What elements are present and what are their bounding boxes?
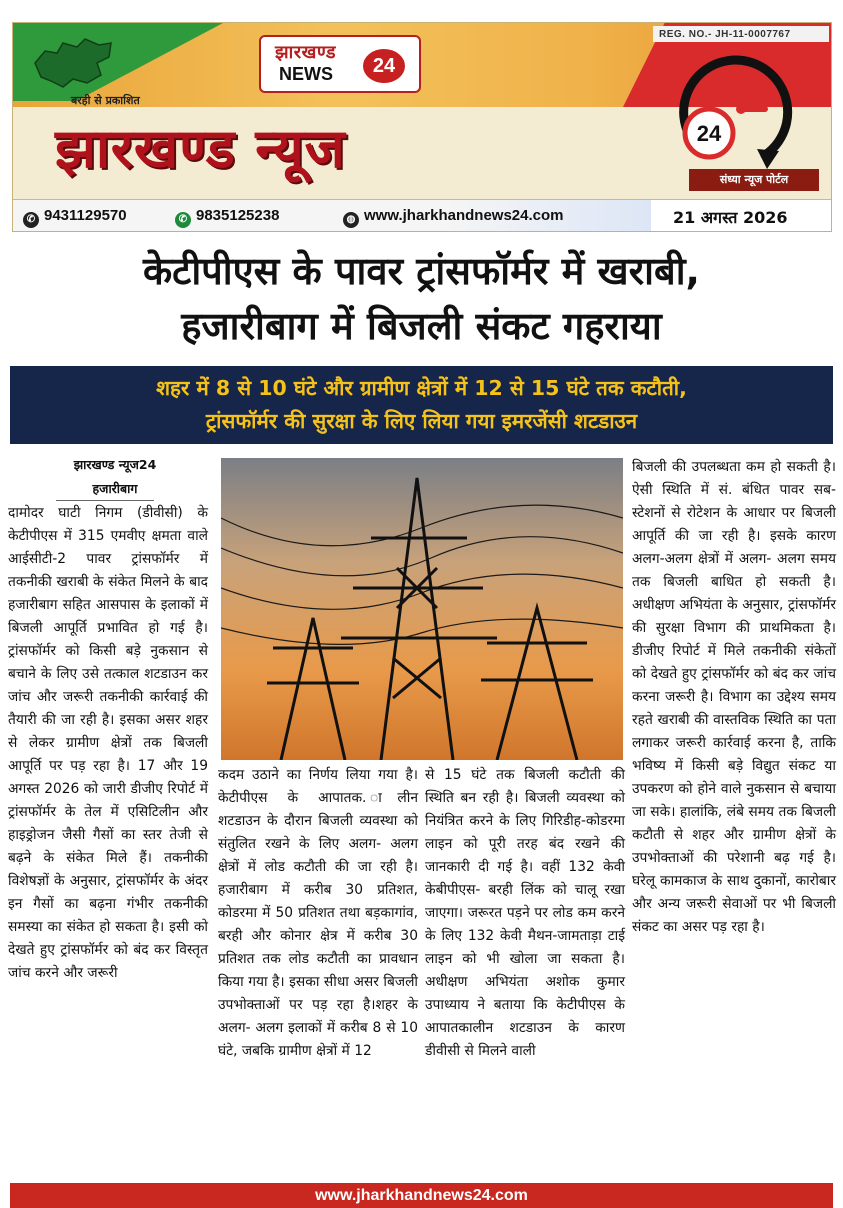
logo-number-badge: 24	[363, 49, 405, 83]
phone-number-2	[175, 207, 279, 228]
byline-source: झारखण्ड न्यूज24	[73, 457, 157, 472]
paper-title: झारखण्ड न्यूज	[55, 117, 346, 180]
article-column-1: दामोदर घाटी निगम (डीवीसी) के केटीपीएस में 315 एमवीए क्षमता वाले आईसीटी-2 पावर ट्रांसफॉर्मर में तकनीकी खराबी के संकेत मिलने के बाद हजारीबाग सहित आसपास के इलाकों में बिजली आपूर्ति प्रभावित हो गई है। ट्रांसफॉर्मर को किसी बड़े नुकसान से बचाने के लिए उसे तत्काल शटडाउन कर जांच और जरूरी तकनीकी कार्रवाई की तैयारी की जा रही है। इसका असर शहर से लेकर ग्रामीण क्षेत्रों तक बिजली आपूर्ति पर पड़ रहा है। 17 और 19 अगस्त 2026 को जारी डीजीए रिपोर्ट में ट्रांसफॉर्मर के तेल में एसिटिलीन और हाइड्रोजन जैसी गैसों का स्तर तेजी से बढ़ने के संकेत मिले हैं। तकनीकी विशेषज्ञों के अनुसार, ट्रांसफॉर्मर के अंदर इन गैसों का बढ़ना गंभीर तकनीकी समस्या का संकेत हो सकता है। इसी को देखते हुए ट्रांसफॉर्मर को बंद कर विस्तृत जांच करने और जरूरी	[8, 505, 208, 981]
masthead	[12, 22, 832, 232]
website-text: www.jharkhandnews24.com	[364, 207, 564, 224]
logo-news-text: NEWS	[279, 64, 333, 84]
portal-label: संध्या न्यूज पोर्टल	[689, 169, 819, 191]
contact-bar	[13, 199, 831, 232]
footer-website[interactable]: www.jharkhandnews24.com	[10, 1183, 833, 1208]
byline-place: हजारीबाग	[92, 481, 138, 496]
issue-date: 21 अगस्त 2026	[673, 208, 788, 227]
subheadline-band	[10, 366, 833, 444]
subheadline	[10, 372, 833, 438]
whatsapp-icon: ✆	[175, 212, 191, 228]
subheadline-line-1: शहर में 8 से 10 घंटे और ग्रामीण क्षेत्रों में 12 से 15 घंटे तक कटौती,	[156, 376, 687, 400]
website-link[interactable]	[343, 207, 564, 228]
logo-hindi-text: झारखण्ड	[275, 42, 337, 63]
article-column-3: से 15 घंटे तक बिजली कटौती की स्थिति बन रही है। बिजली व्यवस्था को नियंत्रित करने के लिए गिरिडीह-कोडरमा लाइन को पूरी तरह बंद रखने की जानकारी दी गई है। वहीं 132 केवी केबीपीएस- बरही लिंक को चालू रखा जाएगा। जरूरत पड़ने पर लोड कम करने के लिए 132 केवी मैथन-जामताड़ा टाई लाइन को भी खोला जा सकता है। अधीक्षण अभियंता अशोक कुमार उपाध्याय ने बताया कि केटीपीएस के आपातकालीन शटडाउन के कारण डीवीसी से मिलने वाली	[425, 767, 625, 1059]
subheadline-line-2: ट्रांसफॉर्मर की सुरक्षा के लिए लिया गया इमरजेंसी शटडाउन	[205, 409, 638, 433]
article-column-4: बिजली की उपलब्धता कम हो सकती है। ऐसी स्थिति में सं. बंधित पावर सब-स्टेशनों से रोटेशन के आधार पर बिजली आपूर्ति की जा रही है। इसके कारण अलग-अलग क्षेत्रों में अलग- अलग समय तक बिजली बाधित हो सकती है। अधीक्षण अभियंता के अनुसार, ट्रांसफॉर्मर की सुरक्षा विभाग की प्राथमिकता है। डीजीए रिपोर्ट में मिले तकनीकी संकेतों को देखते हुए ट्रांसफॉर्मर को बंद कर जांच करना जरूरी है। विभाग का उद्देश्य समय रहते खराबी की वास्तविक स्थिति का पता लगाकर जरूरी कार्रवाई करना है, ताकि भविष्य में किसी बड़े विद्युत संकट या उपकरण को होने वाले नुकसान से बचाया जा सके। हालांकि, लंबे समय तक बिजली कटौती से शहर और ग्रामीण क्षेत्रों के उपभोक्ताओं की परेशानी बढ़ गई है। घरेलू कामकाज के साथ दुकानों, कारोबार और अन्य जरूरी सेवाओं पर भी बिजली संकट का असर पड़ रहा है।	[632, 459, 836, 935]
clock-24-icon	[653, 47, 803, 177]
phone-number-2-text: 9835125238	[196, 207, 280, 224]
phone-number-1	[23, 207, 127, 228]
transmission-tower-photo	[221, 458, 623, 760]
phone-icon: ✆	[23, 212, 39, 228]
news24-logo	[259, 35, 421, 93]
jharkhand-map-icon	[27, 33, 117, 91]
published-from: बरही से प्रकाशित	[71, 94, 140, 107]
phone-number-1-text: 9431129570	[44, 207, 127, 224]
clock-number: 24	[696, 121, 722, 146]
byline-rule	[56, 500, 154, 501]
registration-number: REG. NO.- JH-11-0007767	[659, 29, 791, 40]
article-column-2: कदम उठाने का निर्णय लिया गया है।केटीपीएस के आपातक. ालीन शटडाउन के दौरान बिजली व्यवस्था को संतुलित रखने के लिए अलग- अलग क्षेत्रों में लोड कटौती की जा रही है। हजारीबाग में करीब 30 प्रतिशत, कोडरमा में 50 प्रतिशत तथा बड़कागांव, बरही और कोनार क्षेत्र में करीब 30 प्रतिशत तक लोड कटौती का प्रावधान किया गया है। इसका सीधा असर बिजली उपभोक्ताओं पर पड़ रहा है।शहर के अलग- अलग इलाकों में करीब 8 से 10 घंटे, जबकि ग्रामीण क्षेत्रों में 12	[218, 767, 418, 1059]
headline-line-2: हजारीबाग में बिजली संकट गहराया	[181, 304, 662, 348]
main-headline	[0, 244, 843, 354]
globe-icon: ◍	[343, 212, 359, 228]
headline-line-1: केटीपीएस के पावर ट्रांसफॉर्मर में खराबी,	[143, 249, 700, 293]
